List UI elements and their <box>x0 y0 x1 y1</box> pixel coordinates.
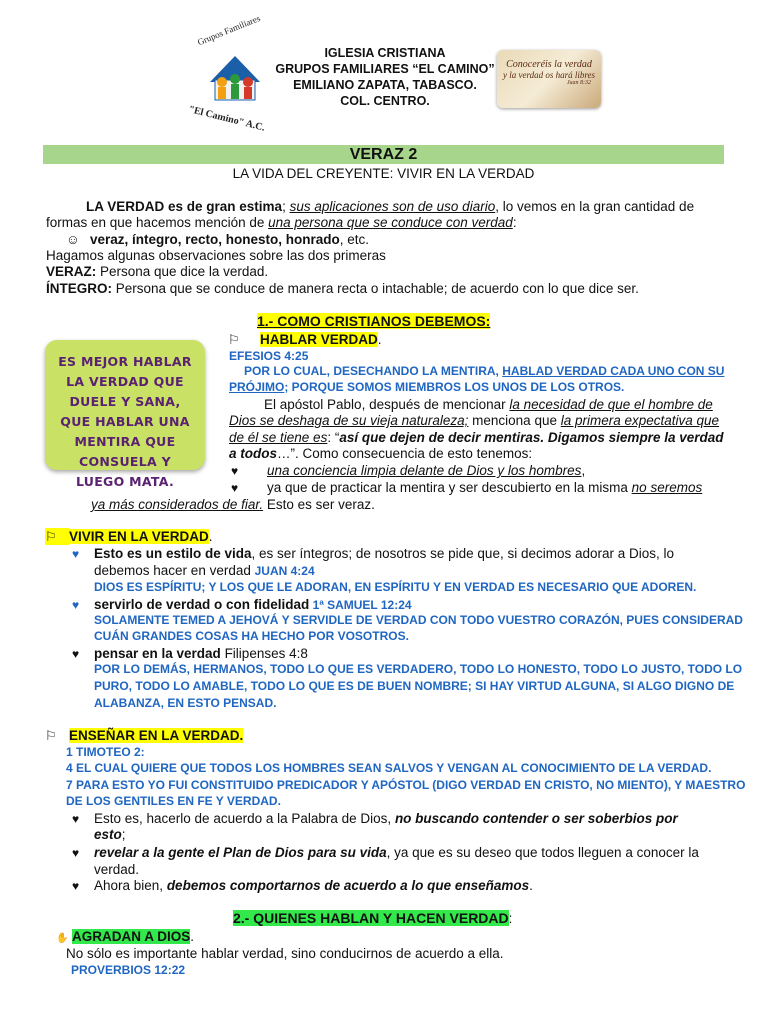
header-line-1: IGLESIA CRISTIANA <box>324 46 446 60</box>
pablo-iu-1: la necesidad de que el hombre de <box>509 397 713 412</box>
pablo-line-2 <box>229 412 719 429</box>
integro-label: ÍNTEGRO: <box>46 281 112 296</box>
vivir-item-3-bold: pensar en la verdad <box>94 646 221 661</box>
intro-line-2 <box>46 214 517 231</box>
verse-image-line-2: y la verdad os hará libres <box>502 70 596 80</box>
ensenar-bullet-2-rest: , ya que es su deseo que todos lleguen a conocer la <box>386 845 699 860</box>
efesios-verse-underlined: HABLAD VERDAD CADA UNO CON SU <box>502 364 725 378</box>
heart-bullet-icon: ♥ <box>231 481 239 495</box>
section-2-heading-text: 2.- QUIENES HABLAN Y HACEN VERDAD <box>233 910 509 926</box>
vivir-item-1-rest: , es ser íntegros; de nosotros se pide que, si decimos adorar a Dios, lo <box>251 546 675 561</box>
timoteo-verse-7b: DE LOS GENTILES EN FE Y VERDAD. <box>66 794 281 808</box>
vivir-item-2-bold: servirlo de verdad o con fidelidad <box>94 597 310 612</box>
integro-definition <box>46 280 639 297</box>
ensenar-bullet-1-text: Esto es, hacerlo de acuerdo a la Palabra de Dios, <box>94 811 395 826</box>
church-header-text <box>270 45 500 109</box>
efesios-proximo: PRÓJIMO <box>229 380 285 394</box>
heart-bullet-icon: ♥ <box>231 464 239 478</box>
section-2-text: No sólo es importante hablar verdad, sino conducirnos de acuerdo a ella. <box>66 946 504 961</box>
section-2-heading-end: : <box>508 911 513 926</box>
verse-image-ref: Juan 8:32 <box>566 80 591 86</box>
pablo-iu-2: Dios se deshaga de su vieja naturaleza; <box>229 413 469 428</box>
timoteo-ref: 1 TIMOTEO 2: <box>66 745 145 759</box>
consequence-2-iu: no seremos <box>631 480 703 495</box>
proverbios-ref: PROVERBIOS 12:22 <box>71 963 186 977</box>
qualities-end: , etc. <box>339 232 370 247</box>
title-bar <box>43 145 724 164</box>
consequence-2-end: Esto es ser veraz. <box>263 497 375 512</box>
ensenar-bullet-1 <box>72 810 678 828</box>
flag-icon: ⚐ <box>45 528 59 545</box>
intro-rest: , lo vemos en la gran cantidad de <box>495 199 695 214</box>
section-1-heading <box>257 313 490 330</box>
vivir-item-1-bold: Esto es un estilo de vida <box>94 546 252 561</box>
heart-bullet-icon: ♥ <box>72 846 80 860</box>
intro-line2-underlined: una persona que se conduce con verdad <box>268 215 513 230</box>
ensenar-heading-text: ENSEÑAR EN LA VERDAD. <box>69 728 244 743</box>
samuel-verse-line-1: SOLAMENTE TEMED A JEHOVÁ Y SERVIDLE DE VERDAD CON TODO VUESTRO CORAZÓN, PUES CONSIDERAD <box>94 613 743 627</box>
efesios-verse-a: POR LO CUAL, DESECHANDO LA MENTIRA, <box>244 364 503 378</box>
heart-bullet-icon: ♥ <box>72 647 80 661</box>
vivir-heading-dot: . <box>208 529 213 544</box>
pablo-text-b: menciona que <box>468 413 561 428</box>
logo-ring-bottom-text: "El Camino" A.C. <box>187 104 267 134</box>
section-2-heading <box>233 910 512 927</box>
ensenar-bullet-1-cont <box>94 826 126 843</box>
intro-sep: ; <box>282 199 290 214</box>
pablo-text-d: …”. Como consecuencia de esto tenemos: <box>277 446 533 461</box>
vivir-item-1-line-2 <box>94 562 315 580</box>
agradan-label: AGRADAN A DIOS <box>72 929 191 944</box>
heart-bullet-icon: ♥ <box>72 598 80 612</box>
header-line-2: GRUPOS FAMILIARES “EL CAMINO” <box>275 62 495 76</box>
integro-def: Persona que se conduce de manera recta o intachable; de acuerdo con lo que dice ser. <box>112 281 639 296</box>
filipenses-ref: Filipenses 4:8 <box>220 646 308 661</box>
efesios-verse-b: ; PORQUE SOMOS MIEMBROS LOS UNOS DE LOS OTROS. <box>284 380 625 394</box>
consequence-bullet-2-cont <box>91 496 375 513</box>
ensenar-bullet-1-bi: no buscando contender o ser soberbios por <box>394 811 678 826</box>
page-title: VERAZ 2 <box>349 146 418 163</box>
vivir-heading-text: VIVIR EN LA VERDAD <box>69 529 209 544</box>
hablar-verdad-dot: . <box>377 332 382 347</box>
juan-ref: JUAN 4:24 <box>254 564 315 578</box>
ensenar-bullet-3-bi: debemos comportarnos de acuerdo a lo que enseñamos <box>166 878 530 893</box>
agradan-dot: . <box>190 929 195 944</box>
timoteo-verse-7a: 7 PARA ESTO YO FUI CONSTITUIDO PREDICADOR Y APÓSTOL (DIGO VERDAD EN CRISTO, NO MIENTO), Y MAESTRO <box>66 778 746 792</box>
pablo-text-a: El apóstol Pablo, después de mencionar <box>264 397 510 412</box>
efesios-verse-line-1 <box>244 363 724 380</box>
ensenar-bullet-1-bi-2: esto <box>94 827 122 842</box>
pablo-line-4 <box>229 445 532 462</box>
intro-qualities <box>66 231 369 248</box>
intro-line-1 <box>86 198 694 215</box>
efesios-ref: EFESIOS 4:25 <box>229 349 309 363</box>
pablo-quote-2: a todos <box>229 446 278 461</box>
hablar-verdad-subheading <box>228 331 382 348</box>
intro-line2-text: formas en que hacemos mención de <box>46 215 269 230</box>
consequence-1-text: una conciencia limpia delante de Dios y los hombres <box>267 463 582 478</box>
verse-image <box>497 50 601 108</box>
logo-ring-top-text: Grupos Familiares <box>196 12 262 48</box>
ensenar-bullet-2-bi: revelar a la gente el Plan de Dios para su vida <box>94 845 387 860</box>
vivir-heading <box>45 528 213 545</box>
verse-image-line-1: Conoceréis la verdad <box>506 59 592 70</box>
hablar-verdad-label: HABLAR VERDAD <box>260 332 378 347</box>
quote-poster-text: ES MEJOR HABLAR LA VERDAD QUE DUELE Y SANA, QUE HABLAR UNA MENTIRA QUE CONSUELA Y LUEGO MATA. <box>58 354 192 489</box>
qualities-list: veraz, íntegro, recto, honesto, honrado <box>90 232 340 247</box>
consequence-bullet-2 <box>231 479 702 497</box>
flag-icon: ⚐ <box>228 332 240 347</box>
vivir-item-1-line2-text: debemos hacer en verdad <box>94 563 255 578</box>
intro-underlined: sus aplicaciones son de uso diario <box>289 199 496 214</box>
samuel-verse-line-2: CUÁN GRANDES COSAS HA HECHO POR VOSOTROS. <box>94 629 409 643</box>
pablo-line-1 <box>264 396 713 413</box>
header-line-4: COL. CENTRO. <box>340 94 430 108</box>
section-1-heading-text: 1.- COMO CRISTIANOS DEBEMOS: <box>257 313 491 329</box>
ensenar-bullet-2-cont: verdad. <box>94 862 140 877</box>
quote-poster <box>45 340 205 489</box>
pablo-iu-4: de él se tiene es <box>229 430 328 445</box>
filipenses-verse-line-2: PURO, TODO LO AMABLE, TODO LO QUE ES DE BUEN NOMBRE; SI HAY VIRTUD ALGUNA, SI ALGO DIGNO DE <box>94 679 735 693</box>
smile-icon: ☺ <box>66 232 80 247</box>
consequence-2-text: ya que de practicar la mentira y ser descubierto en la misma <box>267 480 632 495</box>
consequence-bullet-1 <box>231 462 585 480</box>
pablo-line-3 <box>229 429 723 446</box>
timoteo-verse-4: 4 EL CUAL QUIERE QUE TODOS LOS HOMBRES SEAN SALVOS Y VENGAN AL CONOCIMIENTO DE LA VERDAD. <box>66 761 712 775</box>
pablo-text-c: : “ <box>327 430 340 445</box>
ensenar-bullet-3-text: Ahora bien, <box>94 878 167 893</box>
heart-bullet-icon: ♥ <box>72 879 80 893</box>
consequence-1-end: , <box>581 463 586 478</box>
veraz-def: Persona que dice la verdad. <box>96 264 269 279</box>
ensenar-bullet-2 <box>72 844 699 862</box>
heart-bullet-icon: ♥ <box>72 547 80 561</box>
intro-bold: LA VERDAD es de gran estima <box>86 199 283 214</box>
intro-observations: Hagamos algunas observaciones sobre las dos primeras <box>46 248 386 263</box>
veraz-definition <box>46 263 268 280</box>
juan-verse: DIOS ES ESPÍRITU; Y LOS QUE LE ADORAN, EN ESPÍRITU Y EN VERDAD ES NECESARIO QUE ADOREN. <box>94 580 697 594</box>
efesios-verse-line-2 <box>229 379 624 396</box>
consequence-2-iu-2: ya más considerados de fiar. <box>91 497 264 512</box>
flag-icon: ⚐ <box>45 728 57 743</box>
ensenar-bullet-3-end: . <box>529 878 533 893</box>
ensenar-bullet-1-end: ; <box>121 827 126 842</box>
ensenar-heading <box>45 727 243 744</box>
veraz-label: VERAZ: <box>46 264 97 279</box>
heart-bullet-icon: ♥ <box>72 812 80 826</box>
page-subtitle: LA VIDA DEL CREYENTE: VIVIR EN LA VERDAD <box>232 166 535 181</box>
intro-line2-end: : <box>512 215 517 230</box>
filipenses-verse-line-1: POR LO DEMÁS, HERMANOS, TODO LO QUE ES VERDADERO, TODO LO HONESTO, TODO LO JUSTO, TODO LO <box>94 662 743 676</box>
header-line-3: EMILIANO ZAPATA, TABASCO. <box>293 78 477 92</box>
hand-icon: ✋ <box>56 933 69 944</box>
filipenses-verse-line-3: ALABANZA, EN ESTO PENSAD. <box>94 696 277 710</box>
samuel-ref: 1ª SAMUEL 12:24 <box>309 598 412 612</box>
pablo-quote-1: así que dejen de decir mentiras. Digamos siempre la verdad <box>339 430 724 445</box>
vivir-item-1 <box>72 545 674 563</box>
pablo-iu-3: la primera expectativa que <box>560 413 720 428</box>
ensenar-bullet-3 <box>72 877 533 895</box>
